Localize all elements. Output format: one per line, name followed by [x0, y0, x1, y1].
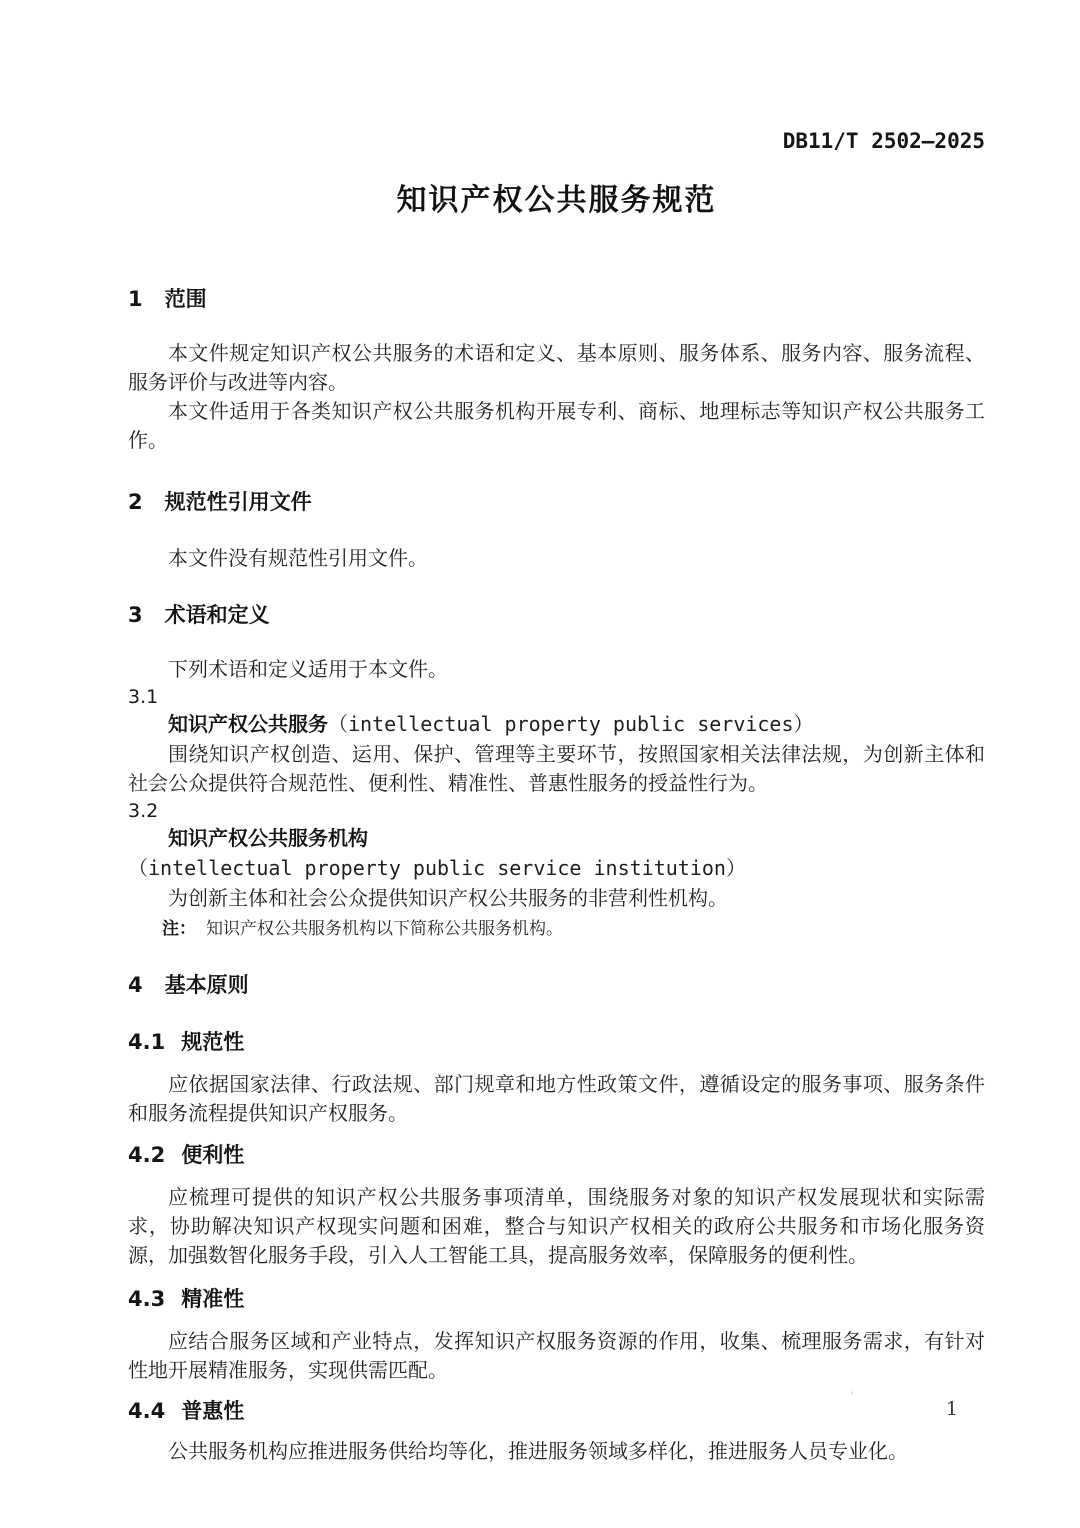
section-1-paragraph-2: 本文件适用于各类知识产权公共服务机构开展专利、商标、地理标志等知识产权公共服务工作。 [128, 399, 985, 452]
section-2-heading [128, 487, 985, 517]
section-4-title: 基本原则 [164, 973, 249, 997]
note-label: 注： [162, 919, 196, 939]
term-3-2-number: 3.2 [128, 800, 159, 822]
section-4-heading [128, 970, 985, 1000]
section-4-2-title: 便利性 [181, 1143, 245, 1167]
section-3-heading [128, 600, 985, 630]
term-3-2-zh: 知识产权公共服务机构 [168, 826, 368, 850]
scan-artifact: ˯ ˚ [850, 1383, 858, 1401]
term-3-1-en: （intellectual property public services） [328, 712, 814, 736]
section-4-number: 4 [128, 973, 143, 997]
section-4-2-number: 4.2 [128, 1143, 166, 1167]
section-4-1-title: 规范性 [181, 1030, 245, 1054]
section-4-4-title: 普惠性 [181, 1399, 245, 1423]
page-number: 1 [945, 1398, 958, 1420]
section-1-number: 1 [128, 287, 143, 311]
section-4-3-paragraph: 应结合服务区域和产业特点，发挥知识产权服务资源的作用，收集、梳理服务需求，有针对性地开展精准服务，实现供需匹配。 [128, 1329, 985, 1382]
section-1-heading [128, 284, 985, 314]
term-3-2-en: （intellectual property public service institution） [128, 856, 746, 880]
section-2-number: 2 [128, 490, 143, 514]
section-4-4-paragraph: 公共服务机构应推进服务供给均等化，推进服务领域多样化，推进服务人员专业化。 [168, 1439, 908, 1463]
section-1-title: 范围 [164, 287, 207, 311]
section-2-paragraph-1: 本文件没有规范性引用文件。 [168, 546, 428, 570]
section-4-2-paragraph: 应梳理可提供的知识产权公共服务事项清单，围绕服务对象的知识产权发展现状和实际需求，协助解决知识产权现实问题和困难，整合与知识产权相关的政府公共服务和市场化服务资源，加强数智化服务手段，引入人工智能工具，提高服务效率，保障服务的便利性。 [128, 1185, 985, 1267]
document-content [128, 128, 985, 1466]
term-3-2-note [128, 916, 985, 942]
term-3-1-definition: 围绕知识产权创造、运用、保护、管理等主要环节，按照国家相关法律法规，为创新主体和社会公众提供符合规范性、便利性、精准性、普惠性服务的授益性行为。 [128, 742, 985, 795]
section-4-3-title: 精准性 [181, 1287, 245, 1311]
section-3-intro: 下列术语和定义适用于本文件。 [168, 657, 448, 681]
section-4-3-number: 4.3 [128, 1287, 166, 1311]
section-3-title: 术语和定义 [164, 603, 270, 627]
term-3-1-line [128, 710, 985, 740]
section-4-1-heading [128, 1027, 985, 1057]
document-title: 知识产权公共服务规范 [396, 183, 717, 218]
section-4-4-number: 4.4 [128, 1399, 166, 1423]
note-text: 知识产权公共服务机构以下简称公共服务机构。 [206, 919, 563, 939]
section-4-2-heading [128, 1140, 985, 1170]
section-4-3-heading [128, 1284, 985, 1314]
term-3-1-number: 3.1 [128, 686, 159, 708]
term-3-2-definition: 为创新主体和社会公众提供知识产权公共服务的非营利性机构。 [168, 886, 728, 910]
section-1-paragraph-1: 本文件规定知识产权公共服务的术语和定义、基本原则、服务体系、服务内容、服务流程、服务评价与改进等内容。 [128, 341, 985, 394]
section-4-1-number: 4.1 [128, 1030, 166, 1054]
term-3-1-zh: 知识产权公共服务 [168, 712, 328, 736]
term-3-2-line [128, 824, 985, 884]
standard-code: DB11/T 2502—2025 [782, 129, 985, 153]
section-3-number: 3 [128, 603, 143, 627]
section-2-title: 规范性引用文件 [164, 490, 312, 514]
section-4-1-paragraph: 应依据国家法律、行政法规、部门规章和地方性政策文件，遵循设定的服务事项、服务条件和服务流程提供知识产权服务。 [128, 1072, 985, 1125]
